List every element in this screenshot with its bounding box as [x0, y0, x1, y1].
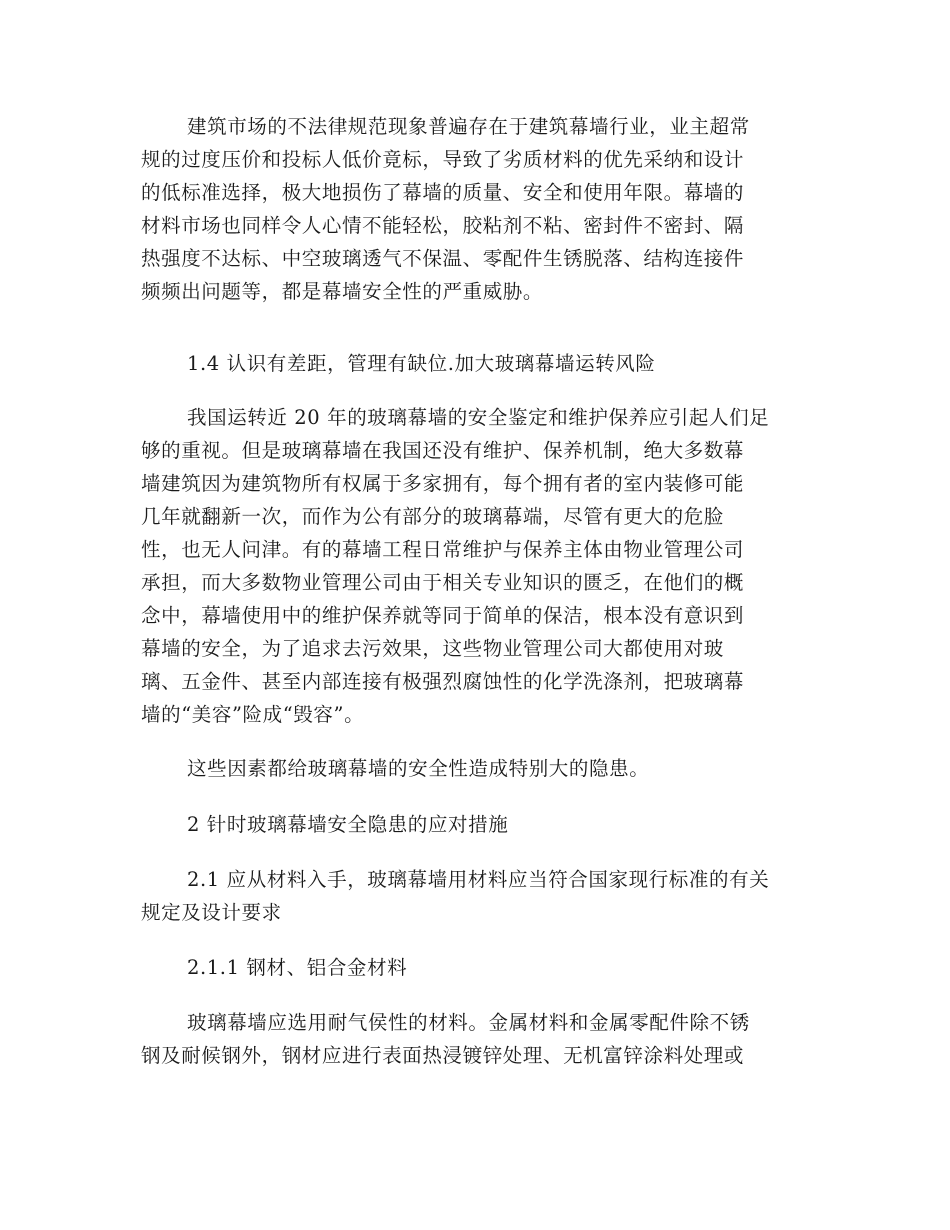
body-text-line: 墙的“美容”险成“毁容”。: [141, 703, 365, 726]
body-text-line: 材料市场也同样令人心情不能轻松，胶粘剂不粘、密封件不密封、隔: [141, 214, 745, 237]
body-text-line: 几年就翻新一次，而作为公有部分的玻璃幕端，尽管有更大的危脸: [141, 505, 724, 528]
body-text-line: 璃、五金件、甚至内部连接有极强烈腐蚀性的化学洗涤剂，把玻璃幕: [141, 670, 745, 693]
body-text-line: 我国运转近 20 年的玻璃幕墙的安全鉴定和维护保养应引起人们足: [187, 406, 770, 429]
body-text-line: 建筑市场的不法律规范现象普遍存在于建筑幕墙行业，业主超常: [187, 115, 750, 138]
section-heading: 1.4 认识有差距，管理有缺位.加大玻璃幕墙运转风险: [187, 352, 656, 375]
body-text-line: 这些因素都给玻璃幕墙的安全性造成特别大的隐患。: [187, 757, 650, 780]
subsubsection-heading: 2.1.1 钢材、铝合金材料: [187, 956, 408, 979]
body-text-line: 玻璃幕墙应选用耐气侯性的材料。金属材料和金属零配件除不锈: [187, 1011, 750, 1034]
body-text-line: 墙建筑因为建筑物所有权属于多家拥有，每个拥有者的室内装修可能: [141, 472, 745, 495]
body-text-line: 钢及耐候钢外，钢材应进行表面热浸镀锌处理、无机富锌涂料处理或: [141, 1044, 745, 1067]
subsection-heading: 2.1 应从材料入手，玻璃幕墙用材料应当符合国家现行标准的有关: [187, 868, 770, 891]
body-text-line: 频频出问题等，都是幕墙安全性的严重威胁。: [141, 280, 544, 303]
body-text-line: 幕墙的安全，为了追求去污效果，这些物业管理公司大都使用对玻: [141, 637, 724, 660]
body-text-line: 够的重视。但是玻璃幕墙在我国还没有维护、保养机制，绝大多数幕: [141, 439, 745, 462]
section-heading: 2 针时玻璃幕墙安全隐患的应对措施: [187, 813, 509, 836]
body-text-line: 承担，而大多数物业管理公司由于相关专业知识的匮乏，在他们的概: [141, 571, 745, 594]
body-text-line: 热强度不达标、中空玻璃透气不保温、零配件生锈脱落、结构连接件: [141, 247, 745, 270]
body-text-line: 性，也无人问津。有的幕墙工程日常维护与保养主体由物业管理公司: [141, 538, 745, 561]
subsection-heading: 规定及设计要求: [141, 901, 282, 924]
body-text-line: 的低标准选择，极大地损伤了幕墙的质量、安全和使用年限。幕墙的: [141, 181, 745, 204]
body-text-line: 规的过度压价和投标人低价竟标，导致了劣质材料的优先采纳和设计: [141, 148, 745, 171]
body-text-line: 念中，幕墙使用中的维护保养就等同于简单的保洁，根本没有意识到: [141, 604, 745, 627]
